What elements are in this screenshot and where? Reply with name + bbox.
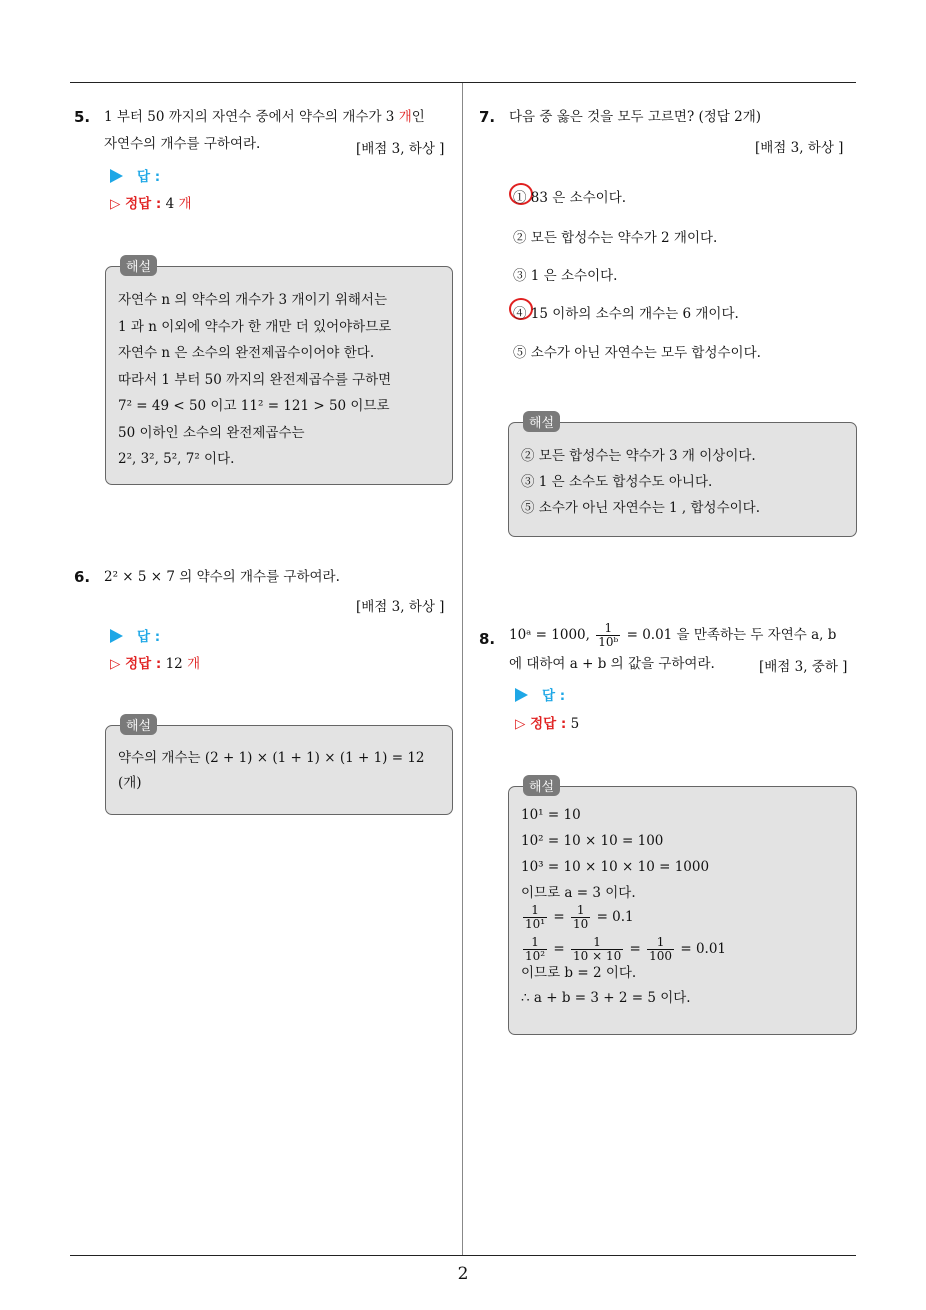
fraction-numerator: 1	[523, 904, 547, 918]
q7-option-5: ⑤ 소수가 아닌 자연수는 모두 합성수이다.	[513, 345, 761, 361]
fraction-numerator: 1	[647, 936, 674, 950]
q8-line1-b: = 0.01 을 만족하는 두 자연수 a, b	[622, 627, 837, 643]
equals: =	[553, 941, 565, 957]
fraction	[647, 936, 674, 963]
explain-line: ⑤ 소수가 아닌 자연수는 1 , 합성수이다.	[521, 500, 760, 516]
explain-fraction-line	[521, 933, 846, 965]
outline-triangle-icon: ▷	[515, 716, 531, 732]
q5-answer	[110, 165, 160, 185]
explain-line: ∴ a + b = 3 + 2 = 5 이다.	[521, 990, 691, 1006]
play-icon	[110, 169, 123, 183]
q5-line1-pre: 1 부터 50 까지의 자연수 중에서 약수의 개수가 3	[104, 109, 399, 125]
q6-explain-body	[118, 746, 442, 796]
explain-fraction-line	[521, 901, 846, 933]
play-icon	[110, 629, 123, 643]
fraction-denominator: 10²	[525, 949, 546, 963]
q7-explain-box	[508, 416, 857, 537]
fraction-numerator: 1	[523, 936, 547, 950]
q5-explain-body	[118, 287, 442, 473]
q8-explain-tab: 해설	[523, 775, 560, 796]
fraction	[571, 904, 590, 931]
q8-correct	[515, 712, 579, 732]
fraction	[523, 936, 547, 963]
q7-option-1: ① 83 은 소수이다.	[513, 190, 627, 206]
play-icon	[515, 688, 528, 702]
fraction-numerator: 1	[596, 622, 620, 636]
explain-line: 7² = 49 < 50 이고 11² = 121 > 50 이므로	[118, 398, 390, 414]
explain-line: 10¹ = 10	[521, 807, 581, 823]
q6-meta: [배점 3, 하상 ]	[356, 599, 445, 615]
explain-line: ③ 1 은 소수도 합성수도 아니다.	[521, 474, 713, 490]
explain-line: 이므로 b = 2 이다.	[521, 965, 637, 981]
fraction-numerator: 1	[571, 904, 590, 918]
explain-line: ② 모든 합성수는 약수가 3 개 이상이다.	[521, 448, 756, 464]
q5-correct-value: 4	[165, 196, 179, 212]
q7-number: 7.	[479, 108, 496, 126]
q8-meta: [배점 3, 중하 ]	[759, 659, 848, 675]
fraction	[571, 936, 623, 963]
q6-correct-unit: 개	[187, 656, 201, 672]
q8-correct-value: 5	[570, 716, 580, 732]
q6-correct-value: 12	[165, 656, 188, 672]
q7-option-4: ④ 15 이하의 소수의 개수는 6 개이다.	[513, 306, 739, 322]
page-number: 2	[457, 1264, 469, 1284]
q5-explain-box	[105, 260, 453, 485]
q7-option-2: ② 모든 합성수는 약수가 2 개이다.	[513, 230, 718, 246]
explain-line: 50 이하인 소수의 완전제곱수는	[118, 424, 305, 441]
explain-line: 이므로 a = 3 이다.	[521, 885, 636, 901]
q5-answer-label: 답 :	[137, 169, 161, 185]
q5-line2: 자연수의 개수를 구하여라.	[104, 136, 261, 152]
q7-option-3: ③ 1 은 소수이다.	[513, 268, 618, 284]
q6-number: 6.	[74, 568, 91, 586]
explain-line: 2², 3², 5², 7² 이다.	[118, 451, 235, 467]
q8-number: 8.	[479, 630, 496, 648]
q5-line1-post: 인	[411, 109, 425, 125]
q8-line2: 에 대하여 a + b 의 값을 구하여라.	[509, 656, 715, 672]
q8-line1	[509, 622, 861, 649]
q7-explain-body	[521, 443, 846, 521]
equals: =	[553, 909, 565, 925]
explain-line: 1 과 n 이외에 약수가 한 개만 더 있어야하므로	[118, 318, 392, 335]
q7-explain-tab: 해설	[523, 411, 560, 432]
q6-answer-label: 답 :	[137, 629, 161, 645]
q5-number: 5.	[74, 108, 91, 126]
fraction-numerator: 1	[571, 936, 623, 950]
q6-explain-box	[105, 719, 453, 815]
explain-line: 약수의 개수는 (2 + 1) × (1 + 1) × (1 + 1) = 12	[118, 750, 425, 766]
q8-answer	[515, 684, 565, 704]
q5-line1-red: 개	[398, 109, 412, 125]
q8-correct-label: 정답 :	[530, 716, 567, 732]
q5-meta: [배점 3, 하상 ]	[356, 141, 445, 157]
q5-correct-unit: 개	[178, 196, 192, 212]
q7-line1: 다음 중 옳은 것을 모두 고르면? (정답 2개)	[509, 109, 762, 125]
column-divider	[462, 83, 463, 1255]
q8-line1-a: 10ᵃ = 1000,	[509, 627, 595, 643]
q6-line1: 2² × 5 × 7 의 약수의 개수를 구하여라.	[104, 569, 340, 585]
q6-correct-label: 정답 :	[125, 656, 162, 672]
q5-correct-label: 정답 :	[125, 196, 162, 212]
fraction-denominator: 10¹	[525, 917, 546, 931]
q8-explain-box	[508, 780, 857, 1035]
top-rule	[70, 82, 856, 83]
fraction-denominator: 10 × 10	[573, 949, 622, 963]
fraction-result: = 0.01	[680, 941, 727, 957]
outline-triangle-icon: ▷	[110, 656, 126, 672]
bottom-rule	[70, 1255, 856, 1256]
fraction-result: = 0.1	[596, 909, 634, 925]
explain-line: 10² = 10 × 10 = 100	[521, 833, 664, 849]
explain-line: 자연수 n 은 소수의 완전제곱수이어야 한다.	[118, 345, 375, 361]
fraction	[523, 904, 547, 931]
fraction-denominator: 10ᵇ	[598, 635, 619, 649]
explain-line: (개)	[118, 775, 142, 791]
q7-meta: [배점 3, 하상 ]	[755, 140, 844, 156]
fraction-denominator: 10	[573, 917, 589, 931]
q5-correct	[110, 192, 192, 212]
q6-explain-tab: 해설	[120, 714, 157, 735]
q5-explain-tab: 해설	[120, 255, 157, 276]
q8-answer-label: 답 :	[542, 688, 566, 704]
explain-line: 따라서 1 부터 50 까지의 완전제곱수를 구하면	[118, 371, 392, 388]
explain-line: 자연수 n 의 약수의 개수가 3 개이기 위해서는	[118, 292, 388, 308]
explain-line: 10³ = 10 × 10 × 10 = 1000	[521, 859, 710, 875]
q8-fraction	[596, 622, 620, 649]
outline-triangle-icon: ▷	[110, 196, 126, 212]
q8-explain-body	[521, 807, 846, 1015]
equals: =	[629, 941, 641, 957]
q6-correct	[110, 652, 200, 672]
q6-answer	[110, 625, 160, 645]
fraction-denominator: 100	[649, 949, 673, 963]
